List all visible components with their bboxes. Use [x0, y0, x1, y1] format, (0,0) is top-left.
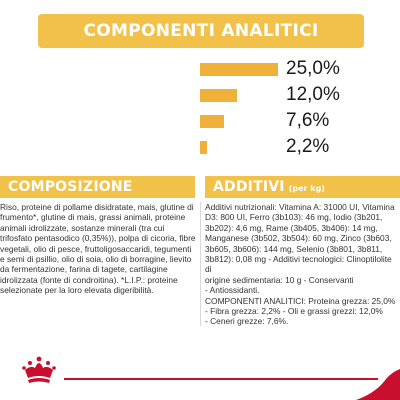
- analytics-value: 12,0%: [286, 84, 340, 105]
- additives-line: origine sedimentaria: 10 g - Conservanti: [205, 274, 354, 285]
- composition-text: Riso, proteine di pollame disidratate, mais, glutine di frumento*, glutine di mais, grassi animali, proteine animali idrolizzate, sostanze minerali (tra cui trifosfato pentasodico (0,35%)), polpa di cicoria, fibre vegetali, olio di pesce, fruttoligosaccaridi, tegumenti e semi di psillio, olio di soia, olio di borragine, lievito da fermentazione, farina di tagete, cartilagine idrolizzata (fonte di condroitina). *L.I.P.: proteine selezionate per la loro elevata digeribilità.: [0, 202, 196, 296]
- additives-header: [205, 176, 400, 198]
- analytics-header: [38, 14, 364, 48]
- additives-line: 3b605, 3b606): 144 mg, Selenio (3b801, 3b811,: [205, 243, 383, 254]
- analytics-header-title: COMPONENTI ANALITICI: [83, 21, 319, 41]
- additives-subtitle: (per kg): [288, 184, 325, 193]
- analytics-value: 25,0%: [286, 58, 340, 79]
- brand-corner-shape: [356, 369, 400, 400]
- additives-line: - Antiossidanti.: [205, 285, 260, 296]
- additives-title: ADDITIVI: [213, 179, 285, 195]
- additives-line: - Ceneri grezze: 7,6%.: [205, 316, 289, 327]
- additives-line: - Fibra grezza: 2,2% - Oli e grassi grezzi: 12,0%: [205, 306, 383, 317]
- royal-canin-crown-icon: [21, 356, 57, 386]
- analytics-value: 7,6%: [286, 110, 330, 131]
- composition-header: [0, 176, 195, 198]
- additives-line: COMPONENTI ANALITICI: Proteina grezza: 25,0%: [205, 295, 396, 306]
- additives-line: 3b202): 4,6 mg, Rame (3b405, 3b406): 14 mg,: [205, 222, 378, 233]
- analytics-value: 2,2%: [286, 136, 330, 157]
- brand-divider-line: [64, 378, 378, 380]
- composition-title: COMPOSIZIONE: [8, 179, 133, 195]
- additives-line: D3: 800 UI, Ferro (3b103): 46 mg, Iodio (3b201,: [205, 212, 383, 223]
- additives-line: Additivi nutrizionali: Vitamina A: 31000 UI, Vitamina: [205, 202, 395, 212]
- additives-text: [205, 202, 400, 327]
- analytics-bar: [200, 115, 224, 128]
- analytics-bar: [200, 63, 278, 76]
- analytics-bar: [200, 141, 207, 154]
- additives-line: Manganese (3b502, 3b504): 60 mg, Zinco (3b603,: [205, 233, 392, 244]
- column-divider: [200, 202, 201, 326]
- analytics-bar: [200, 89, 237, 102]
- additives-line: 3b812): 0,08 mg - Additivi tecnologici: Clinoptilolite di: [205, 254, 392, 275]
